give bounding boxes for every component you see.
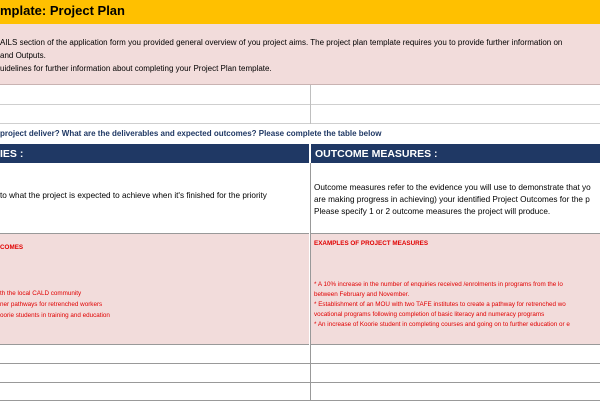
right-desc-line-2: are making progress in achieving) your identified Project Outcomes for the p (314, 195, 590, 204)
question-row (0, 124, 600, 144)
intro-line-1: AILS section of the application form you provided general overview of you project aims. The project plan template requires you to provide further information on (0, 38, 563, 47)
column-divider-top (310, 85, 311, 124)
intro-line-3: uidelines for further information about completing your Project Plan template. (0, 64, 272, 73)
left-example-1: th the local CALD community (0, 290, 82, 297)
blank-row-1[interactable] (0, 85, 600, 105)
page-title: mplate: Project Plan (0, 3, 125, 18)
left-desc-line-1: to what the project is expected to achieve when it's finished for the priority (0, 191, 267, 200)
right-example-4: vocational programs following completion of basic literacy and numeracy programs (314, 311, 545, 318)
header-right-label: OUTCOME MEASURES : (315, 148, 438, 160)
right-examples (311, 234, 600, 345)
header-left-label: IES : (0, 148, 24, 160)
right-example-2: between February and November. (314, 291, 410, 298)
right-examples-title: EXAMPLES OF PROJECT MEASURES (314, 240, 429, 247)
right-description (311, 163, 600, 234)
header-left (0, 144, 309, 163)
intro-line-2: and Outputs. (0, 51, 46, 60)
right-example-5: * An increase of Koorie student in completing courses and going on to further education or e (314, 321, 570, 328)
left-examples (0, 234, 309, 345)
blank-row-2[interactable] (0, 105, 600, 124)
left-example-3: oorie students in training and education (0, 312, 110, 319)
left-example-2: ner pathways for retrenched workers (0, 301, 103, 308)
right-desc-line-3: Please specify 1 or 2 outcome measures the project will produce. (314, 207, 551, 216)
header-right (311, 144, 600, 163)
right-example-3: * Establishment of an MOU with two TAFE institutes to create a pathway for retrenched wo (314, 301, 566, 308)
left-description (0, 163, 309, 234)
entry-row-1[interactable] (0, 345, 600, 364)
entry-row-2[interactable] (0, 364, 600, 383)
title-bar (0, 0, 600, 25)
intro-panel (0, 24, 600, 85)
entry-row-3[interactable] (0, 383, 600, 401)
question-text: project deliver? What are the deliverables and expected outcomes? Please complete the table below (0, 129, 382, 138)
left-examples-title: COMES (0, 244, 24, 251)
column-divider-main (310, 163, 311, 400)
right-desc-line-1: Outcome measures refer to the evidence you will use to demonstrate that yo (314, 183, 591, 192)
right-example-1: * A 10% increase in the number of enquiries received /enrolments in programs from the lo (314, 281, 563, 288)
